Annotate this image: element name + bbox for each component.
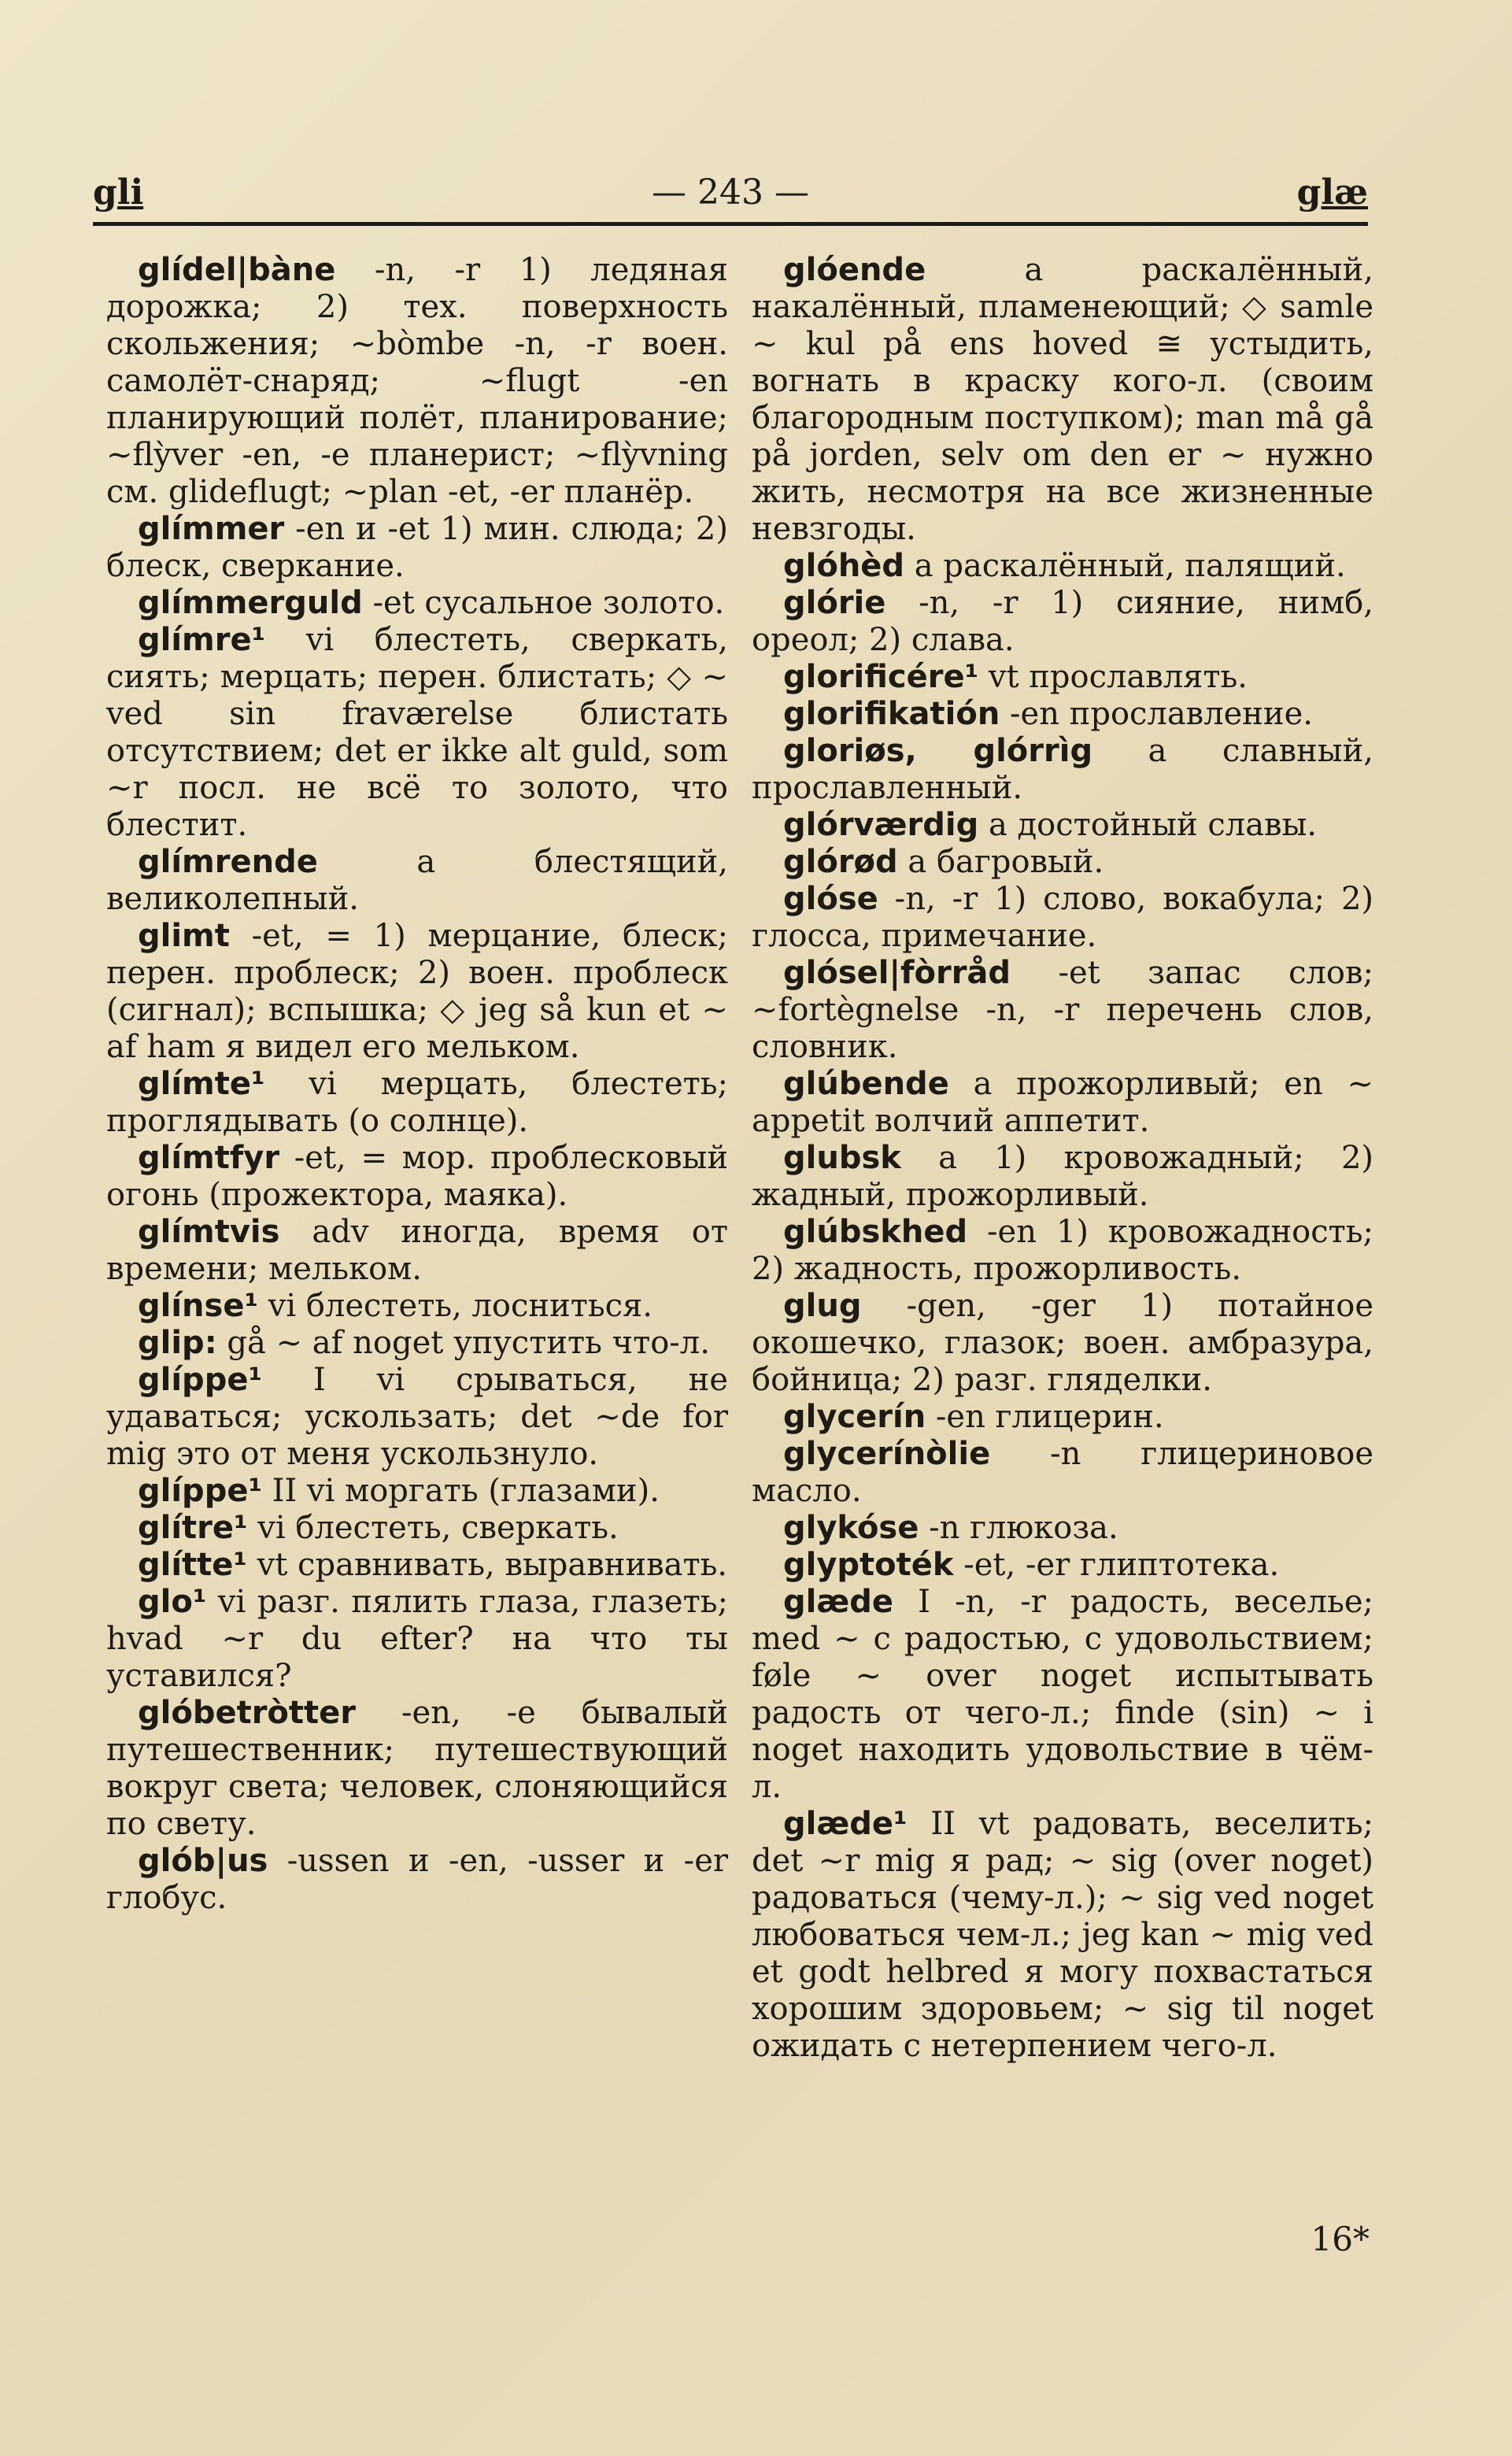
entry-headword: glo¹: [138, 1584, 207, 1620]
entry-definition: -gen, -ger 1) потайное окошечко, глазок; воен. амбразура, бойница; 2) разг. гляделки.: [752, 1288, 1373, 1398]
entry-headword: glítte¹: [138, 1547, 247, 1583]
entry-headword: glycerín: [783, 1399, 926, 1435]
entry-definition: II vi моргать (глазами).: [261, 1473, 660, 1509]
entry-headword: glug: [783, 1288, 862, 1324]
dictionary-entry: [106, 1325, 728, 1362]
entry-headword: glósel|fòrråd: [783, 955, 1011, 991]
entry-definition: I vi срываться, не удаваться; ускользать; det ~de for mig это от меня ускользнуло.: [106, 1362, 728, 1472]
dictionary-entry: [752, 844, 1373, 881]
entry-definition: -en и -et 1) мин. слюда; 2) блеск, сверкание.: [106, 511, 728, 584]
entry-headword: glip:: [138, 1325, 217, 1361]
entry-definition: a 1) кровожадный; 2) жадный, прожорливый.: [752, 1140, 1373, 1213]
dictionary-entry: [752, 1214, 1373, 1288]
dictionary-entry: [752, 659, 1373, 696]
entry-definition: vi разг. пялить глаза, глазеть; hvad ~r du efter? на что ты уставился?: [106, 1584, 728, 1694]
entry-definition: II vt радовать, веселить; det ~r mig я рад; ~ sig (over noget) радоваться (чему-л.); ~ sig ved noget любоваться чем-л.; jeg kan ~ mig ved et godt helbred я могу похвастаться хорошим здоровьем; ~ sig til noget ожидать с нетерпением чего-л.: [752, 1806, 1373, 2064]
entry-definition: -en глицерин.: [926, 1399, 1164, 1435]
dictionary-entry: [752, 585, 1373, 659]
entry-definition: a багровый.: [897, 844, 1104, 880]
entry-headword: glíppe¹: [138, 1473, 262, 1509]
dictionary-entry: [752, 1436, 1373, 1510]
entry-headword: glób|us: [138, 1843, 268, 1879]
dictionary-entry: [752, 696, 1373, 733]
entry-headword: glímrende: [138, 844, 318, 880]
entry-headword: glubsk: [783, 1140, 901, 1176]
entry-definition: -n глицериновое масло.: [752, 1436, 1373, 1509]
dictionary-entry: [106, 918, 728, 1066]
entry-definition: I -n, -r радость, веселье; med ~ с радостью, с удовольствием; føle ~ over noget испытывать радость от чего-л.; finde (sin) ~ i noget находить удовольствие в чём-л.: [752, 1584, 1373, 1805]
entry-definition: -n, -r 1) сияние, нимб, ореол; 2) слава.: [752, 585, 1373, 658]
header-rule: [93, 222, 1368, 226]
entry-definition: gå ~ af noget упустить что-л.: [216, 1325, 710, 1361]
entry-headword: glídel|bàne: [138, 252, 336, 288]
entry-definition: -et, = мор. проблесковый огонь (прожектора, маяка).: [106, 1140, 728, 1213]
dictionary-entry: [106, 1510, 728, 1547]
dictionary-entry: [106, 1843, 728, 1917]
dictionary-entry: [752, 881, 1373, 955]
entry-headword: glóse: [783, 881, 878, 917]
dictionary-entry: [752, 1547, 1373, 1584]
entry-definition: vi блестеть, сверкать, сиять; мерцать; перен. блистать; ◇ ~ ved sin fraværelse блистать отсутствием; det er ikke alt guld, som ~r посл. не всё то золото, что блестит.: [106, 622, 728, 843]
dictionary-entry: [106, 1140, 728, 1214]
dictionary-entry: [752, 1806, 1373, 2065]
dictionary-entry: [106, 1288, 728, 1325]
entry-definition: vt прославлять.: [978, 659, 1248, 695]
dictionary-entry: [106, 585, 728, 622]
entry-headword: glítre¹: [138, 1510, 248, 1546]
dictionary-entry: [106, 511, 728, 585]
entry-headword: glæde¹: [783, 1806, 908, 1842]
entry-definition: -et запас слов; ~fortègnelse -n, -r перечень слов, словник.: [752, 955, 1373, 1065]
entry-definition: -n, -r 1) слово, вокабула; 2) глосса, примечание.: [752, 881, 1373, 954]
entry-definition: -en, -e бывалый путешественник; путешествующий вокруг света; человек, слоняющийся по свету.: [106, 1695, 728, 1842]
entry-headword: glórød: [783, 844, 898, 880]
entry-definition: vi мерцать, блестеть; проглядывать (о солнце).: [106, 1066, 728, 1139]
entry-headword: glínse¹: [138, 1288, 258, 1324]
entry-definition: -n глюкоза.: [919, 1510, 1118, 1546]
entry-headword: glúbskhed: [783, 1214, 968, 1250]
entry-headword: glímmerguld: [138, 585, 363, 621]
dictionary-entry: [752, 548, 1373, 585]
dictionary-entry: [752, 1584, 1373, 1806]
dictionary-entry: [752, 1510, 1373, 1547]
entry-definition: vt сравнивать, выравнивать.: [246, 1547, 728, 1583]
dictionary-entry: [106, 622, 728, 844]
dictionary-entry: [106, 252, 728, 511]
dictionary-entry: [106, 1547, 728, 1584]
running-head: [93, 161, 1368, 224]
running-head-right: glæ: [1296, 172, 1368, 213]
entry-headword: glyptoték: [783, 1547, 954, 1583]
entry-headword: glóhèd: [783, 548, 905, 584]
entry-headword: glímtvis: [138, 1214, 280, 1250]
entry-definition: a достойный славы.: [978, 807, 1318, 843]
entry-definition: a славный, прославленный.: [752, 733, 1373, 806]
entry-headword: glóende: [783, 252, 926, 288]
dictionary-entry: [752, 1288, 1373, 1399]
dictionary-entry: [752, 252, 1373, 548]
dictionary-entry: [752, 1066, 1373, 1140]
entry-definition: adv иногда, время от времени; мельком.: [106, 1214, 728, 1287]
right-column: [752, 252, 1373, 2236]
entry-definition: -n, -r 1) ледяная дорожка; 2) тех. поверхность скольжения; ~bòmbe -n, -r воен. самолёт-снаряд; ~flugt -en планирующий полёт, планирование; ~flỳver -en, -e планерист; ~flỳvning см. glideflugt; ~plan -et, -er планёр.: [106, 252, 728, 510]
entry-definition: vi блестеть, лосниться.: [258, 1288, 652, 1324]
entry-headword: glórværdig: [783, 807, 979, 843]
entry-headword: glorifikatión: [783, 696, 1000, 732]
entry-definition: -en 1) кровожадность; 2) жадность, прожорливость.: [752, 1214, 1373, 1287]
entry-headword: glóbetròtter: [138, 1695, 357, 1731]
entry-definition: -et сусальное золото.: [362, 585, 725, 621]
signature-mark: 16*: [1311, 2220, 1370, 2258]
entry-headword: glorificére¹: [783, 659, 979, 695]
entry-headword: glímte¹: [138, 1066, 265, 1102]
entry-headword: glúbende: [783, 1066, 949, 1102]
entry-definition: vi блестеть, сверкать.: [247, 1510, 619, 1546]
entry-headword: glímre¹: [138, 622, 266, 658]
dictionary-entry: [106, 1584, 728, 1695]
entry-headword: glíppe¹: [138, 1362, 262, 1398]
dictionary-entry: [106, 1695, 728, 1843]
entry-definition: -en прославление.: [1000, 696, 1313, 732]
page-number-header: — 243 —: [652, 172, 809, 213]
dictionary-entry: [106, 1473, 728, 1510]
running-head-left: gli: [93, 172, 144, 213]
entry-definition: -ussen и -en, -usser и -er глобус.: [106, 1843, 728, 1916]
entry-headword: glycerínòlie: [783, 1436, 991, 1472]
dictionary-entry: [752, 807, 1373, 844]
dictionary-entry: [752, 955, 1373, 1066]
dictionary-entry: [752, 733, 1373, 807]
dictionary-entry: [106, 1362, 728, 1473]
entry-headword: gloriøs, glórrìg: [783, 733, 1093, 769]
entry-definition: -et, -er глиптотека.: [953, 1547, 1280, 1583]
dictionary-entry: [106, 1066, 728, 1140]
entry-definition: a прожорливый; en ~ appetit волчий аппетит.: [752, 1066, 1373, 1139]
entry-definition: a блестящий, великолепный.: [106, 844, 728, 917]
dictionary-entry: [106, 844, 728, 918]
dictionary-entry: [752, 1399, 1373, 1436]
entry-headword: glímtfyr: [138, 1140, 280, 1176]
entry-headword: glímmer: [138, 511, 285, 547]
entry-definition: -et, = 1) мерцание, блеск; перен. проблеск; 2) воен. проблеск (сигнал); вспышка; ◇ jeg så kun et ~ af ham я видел его мельком.: [106, 918, 728, 1065]
entry-headword: glimt: [138, 918, 230, 954]
left-column: [106, 252, 728, 2236]
dictionary-entry: [752, 1140, 1373, 1214]
entry-definition: a раскалённый, палящий.: [904, 548, 1346, 584]
entry-definition: a раскалённый, накалённый, пламенеющий; ◇ samle ~ kul på ens hoved ≅ устыдить, вогнать в краску кого-л. (своим благородным поступком); man må gå på jorden, selv om den er ~ нужно жить, несмотря на все жизненные невзгоды.: [752, 252, 1373, 547]
entry-headword: glæde: [783, 1584, 894, 1620]
dictionary-entry: [106, 1214, 728, 1288]
entry-headword: glykóse: [783, 1510, 919, 1546]
entry-headword: glórie: [783, 585, 886, 621]
